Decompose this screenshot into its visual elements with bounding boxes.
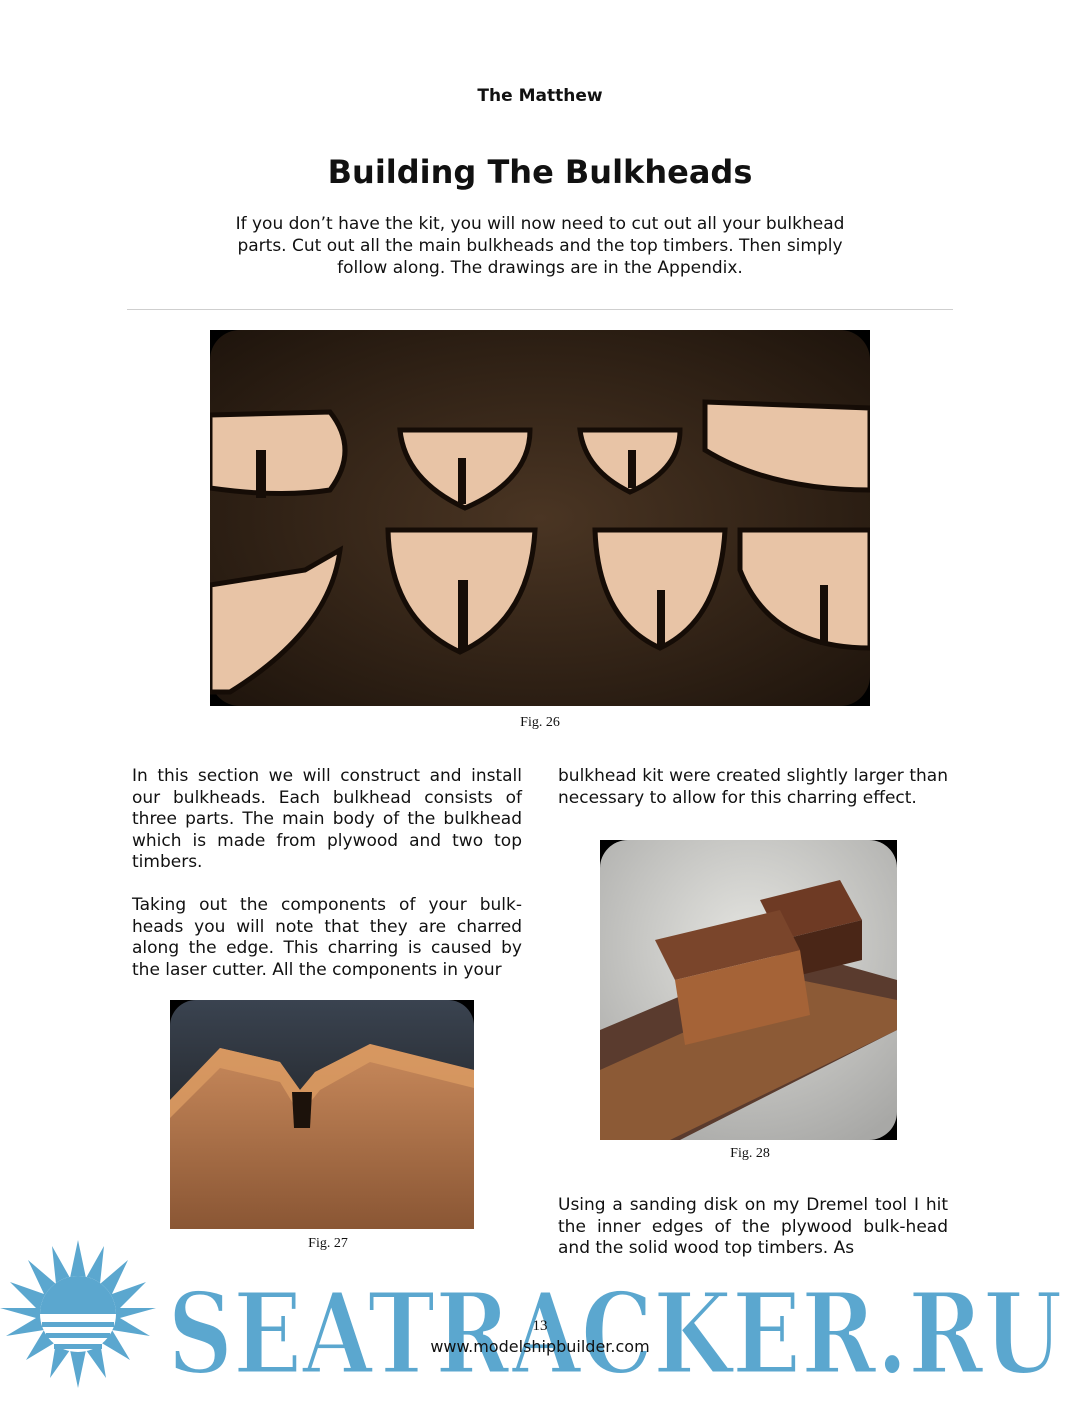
figure-27-photo (170, 1000, 474, 1229)
figure-27-caption: Fig. 27 (308, 1236, 348, 1251)
intro-paragraph: If you don’t have the kit, you will now need to cut out all your bulkhead parts. Cut out all the main bulkheads and the top timbers. Then simply follow along. The drawings are in the Appendix. (235, 214, 845, 278)
sun-logo-icon (0, 1240, 156, 1388)
figure-28-caption: Fig. 28 (730, 1146, 770, 1161)
figure-28-photo (600, 840, 897, 1140)
body-paragraph-3: bulkhead kit were created slightly larger than necessary to allow for this charring effect. (558, 766, 948, 808)
watermark-text: SEATRACKER.RU (167, 1269, 1063, 1397)
running-title: The Matthew (477, 86, 603, 106)
footer-url: www.modelshipbuilder.com (430, 1337, 650, 1356)
page-number: 13 (532, 1318, 548, 1334)
page-title: Building The Bulkheads (327, 153, 753, 191)
horizontal-divider (127, 309, 953, 310)
body-paragraph-2: Taking out the components of your bulk-heads you will note that they are charred along the edge. This charring is caused by the laser cutter. All the components in your (132, 895, 522, 980)
body-paragraph-4: Using a sanding disk on my Dremel tool I hit the inner edges of the plywood bulk-head and the solid wood top timbers. As (558, 1195, 948, 1258)
figure-26-caption: Fig. 26 (520, 715, 560, 730)
body-paragraph-1: In this section we will construct and install our bulkheads. Each bulkhead consists of three parts. The main body of the bulkhead which is made from plywood and two top timbers. (132, 766, 522, 872)
figure-26-photo (210, 330, 870, 706)
